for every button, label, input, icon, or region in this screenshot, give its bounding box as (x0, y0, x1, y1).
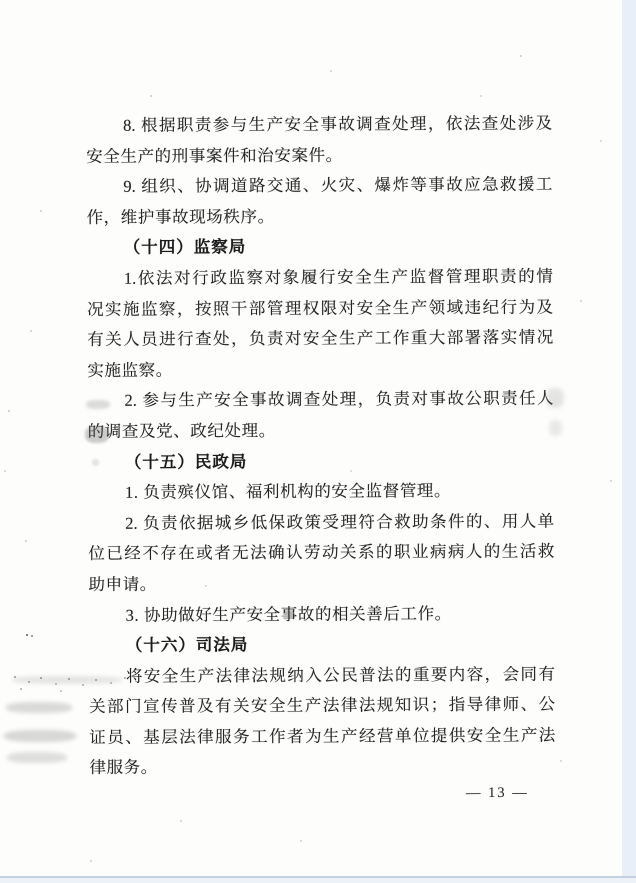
text-line: 有关人员进行查处，负责对安全生产工作重大部署落实情况 (87, 327, 554, 350)
scan-bleed-mark (4, 730, 76, 742)
page-number: — 13 — (465, 784, 529, 802)
text-line: 况实施监察，按照干部管理权限对安全生产领域违纪行为及 (86, 297, 554, 319)
text-line: 的调查及党、政纪处理。 (87, 420, 276, 441)
text-line: 位已经不存在或者无法确认劳动关系的职业病病人的生活救 (88, 541, 555, 564)
ink-smear (85, 426, 109, 443)
text-line: 助申请。 (88, 574, 157, 594)
scanner-edge-right (622, 0, 636, 883)
text-line: 3. 协助做好生产安全事故的相关善后工作。 (125, 603, 452, 625)
scan-smudge (92, 459, 99, 466)
scan-bleed-mark (7, 752, 67, 763)
text-line: 律服务。 (89, 758, 158, 778)
text-line: 1. 负责殡仪馆、福利机构的安全监督管理。 (124, 481, 452, 502)
scan-smudge (546, 388, 564, 408)
text-line: 关部门宣传普及有关安全生产法律法规知识；指导律师、公 (89, 694, 556, 717)
scan-smudge (86, 400, 110, 409)
text-line: 8. 根据职责参与生产安全事故调查处理，依法查处涉及 (123, 113, 553, 135)
text-line: 实施监察。 (87, 360, 173, 380)
text-line: 9. 组织、协调道路交通、火灾、爆炸等事故应急救援工 (123, 174, 553, 196)
scanner-edge-bottom (0, 878, 636, 883)
section-heading: （十六）司法局 (125, 635, 249, 655)
scan-bleed-mark (6, 702, 72, 713)
section-heading: （十五）民政局 (124, 451, 248, 472)
text-line: 2. 负责依据城乡低保政策受理符合救助条件的、用人单 (125, 511, 555, 533)
text-line: 2. 参与生产安全事故调查处理，负责对事故公职责任人 (124, 388, 554, 411)
text-line: 作，维护事故现场秩序。 (86, 206, 275, 227)
text-line: 证员、基层法律服务工作者为生产经营单位提供安全生产法 (89, 725, 556, 747)
text-line: 将安全生产法律法规纳入公民普法的重要内容，会同有 (125, 664, 556, 686)
document-body (86, 109, 556, 784)
text-line: 1.依法对行政监察对象履行安全生产监督管理职责的情 (123, 266, 553, 288)
section-heading: （十四）监察局 (123, 237, 247, 258)
scan-bleed-mark (12, 676, 122, 684)
text-line: 安全生产的刑事案件和治安案件。 (86, 145, 343, 166)
scan-noise-speckles (0, 0, 2, 2)
scan-smudge (549, 420, 562, 436)
